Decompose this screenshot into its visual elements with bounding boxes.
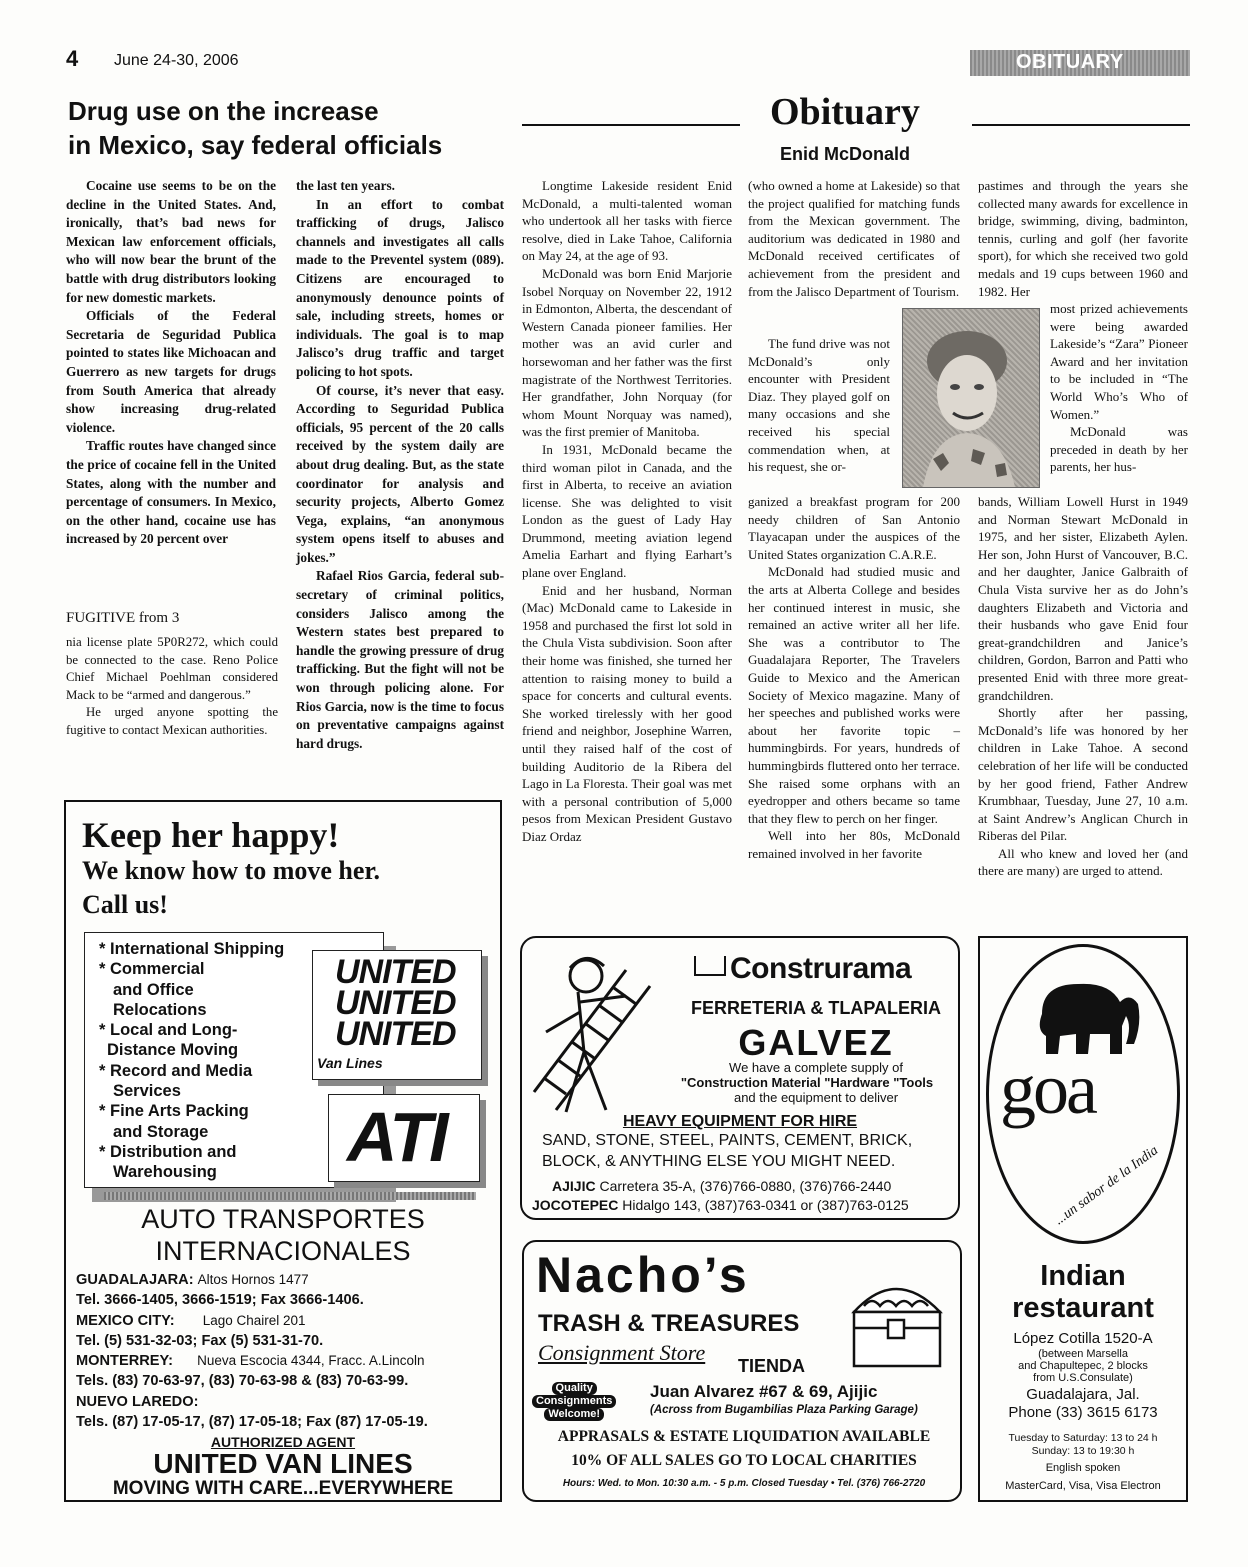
worker-ladder-illustration <box>526 942 676 1120</box>
nachos-name: Nacho’s <box>536 1247 750 1303</box>
united-logo-word: UNITED <box>335 1015 456 1053</box>
ad-subheadline: We know how to move her. <box>82 856 381 885</box>
goa-between-line: from U.S.Consulate) <box>1033 1372 1133 1384</box>
united-van-lines-name: UNITED VAN LINES <box>153 1448 413 1479</box>
drug-headline-line2: in Mexico, say federal officials <box>68 130 443 160</box>
obituary-paragraph: ganized a breakfast program for 200 needy children of San Antonio Tlayacapan under the auspices of the United States organization C.A.R.E. <box>748 494 960 562</box>
obituary-paragraph: Longtime Lakeside resident Enid McDonald, a multi-talented woman who undertook all her tasks with fierce resolve, died in Lake Tahoe, California on May 24, at the age of 93. <box>522 178 732 264</box>
location-info[interactable]: Hidalgo 143, (387)763-0341 or (387)763-0125 <box>622 1197 909 1213</box>
goa-between-line: and Chapultepec, 2 blocks <box>1018 1360 1148 1372</box>
service-item: and Storage <box>113 1122 209 1141</box>
construrama-brand: Construrama <box>730 952 912 985</box>
service-item: Relocations <box>113 1000 207 1019</box>
page-number: 4 <box>66 46 79 71</box>
location-city: AJIJIC <box>552 1178 596 1194</box>
contact-city: GUADALAJARA: <box>76 1272 194 1288</box>
contact-mexico-city <box>76 1311 496 1331</box>
nachos-across: (Across from Bugambilias Plaza Parking Garage) <box>650 1404 918 1416</box>
obituary-column-2-bottom <box>748 493 960 862</box>
contact-monterrey <box>76 1351 496 1371</box>
goa-cards: MasterCard, Visa, Visa Electron <box>1005 1480 1161 1492</box>
drug-headline <box>68 94 442 162</box>
obituary-paragraph: Well into her 80s, McDonald remained involved in her favorite <box>748 828 960 861</box>
obituary-paragraph: All who knew and loved her (and there are many) are urged to attend. <box>978 845 1188 879</box>
contact-block <box>76 1270 496 1432</box>
drug-paragraph: Rafael Rios Garcia, federal sub-secretary of criminal politics, considers Jalisco among the Western states best prepared to handle the growing pressure of drug trafficking. But the fight will not be won through policing alone. For Rios Garcia, now is the time to focus on preventative campaigns against hard drugs. <box>296 568 504 751</box>
united-tagline: MOVING WITH CARE...EVERYWHERE <box>112 1478 454 1499</box>
goa-type2: restaurant <box>1012 1292 1154 1324</box>
store-type: FERRETERIA & TLAPALERIA <box>691 998 941 1018</box>
contact-city: MONTERREY: <box>76 1353 174 1370</box>
contact-nuevo-laredo <box>76 1392 496 1412</box>
supply-line2: "Construction Material "Hardware "Tools <box>680 1075 934 1090</box>
obituary-paragraph: Shortly after her passing, McDonald’s life was honored by her children in Lake Tahoe. A second celebration of her life will be conducted by her good friend, Father Andrew Krumbhaar, Tuesday, June 27, 10 a.m. at Saint Andrew’s Anglican Church in Riberas del Pilar. <box>978 705 1188 844</box>
service-item: * Commercial <box>99 960 205 979</box>
divider-bar <box>104 1192 476 1200</box>
goa-hours-line: Tuesday to Saturday: 13 to 24 h <box>1008 1432 1158 1444</box>
location-city: JOCOTEPEC <box>532 1197 619 1213</box>
ad-united-van-lines[interactable] <box>64 800 502 1502</box>
portrait-illustration <box>903 309 1039 487</box>
united-logo <box>335 953 456 1053</box>
goa-city: Guadalajara, Jal. <box>1026 1386 1140 1403</box>
goa-type1: Indian <box>1040 1260 1126 1292</box>
obituary-paragraph: In 1931, McDonald became the third woman pilot in Canada, and the first in Alberta, to receive an aviation license. She was delighted to visit London as the guest of Lady Hay Drummond, meeting aviation legend Amelia Earhart and flying Earhart’s plane over England. <box>522 441 732 581</box>
section-banner <box>970 50 1190 76</box>
badge-line: Consignments <box>532 1395 616 1408</box>
nachos-apprasals: APPRASALS & ESTATE LIQUIDATION AVAILABLE <box>557 1428 931 1445</box>
goa-logo: goa <box>1000 1049 1095 1129</box>
heavy-equipment: HEAVY EQUIPMENT FOR HIRE <box>622 1113 858 1130</box>
contact-address: Nueva Escocia 4344, Fracc. A.Lincoln <box>197 1353 425 1369</box>
ati-logo: ATI <box>347 1098 446 1176</box>
service-item: and Office <box>113 980 194 999</box>
obituary-paragraph: McDonald was born Enid Marjorie Isobel Norquay on November 22, 1912 in Edmonton, Alberta, the descendant of Western Canada pioneer families. Her mother was an avid curler and horsewoman and her father was the first magistrate of the Northwest Territories. Her grandfather, John Norquay (for whom Mount Norquay was named), was the first premier of Manitoba. <box>522 265 732 440</box>
location-ajijic <box>552 1178 891 1194</box>
obituary-column-3-top <box>978 177 1188 300</box>
obituary-column-3-wrap <box>1050 300 1188 476</box>
goa-phone[interactable]: Phone (33) 3615 6173 <box>1008 1404 1158 1421</box>
drug-paragraph: In an effort to combat trafficking of drugs, Jalisco channels and investigates all calls made to the Preventel system (089). Citizens are encouraged to anonymously denounce points of sale, including streets, homes or individuals. The goal is to map Jalisco’s drug traffic and target policing to hot spots. <box>296 196 504 379</box>
obituary-subtitle: Enid McDonald <box>780 144 910 164</box>
supply-line1: We have a complete supply of <box>729 1060 903 1075</box>
obituary-paragraph: pastimes and through the years she collected many awards for excellence in bridge, swimming, diving, badminton, tennis, curling and golf (her favorite sport), for which she received two gold medals and 19 cups between 1960 and 1982. Her <box>978 178 1188 299</box>
united-logo-word: UNITED <box>335 953 456 991</box>
location-jocotepec <box>532 1197 909 1213</box>
service-item: * Local and Long- <box>99 1021 238 1040</box>
obituary-title: Obituary <box>770 91 920 133</box>
drug-paragraph: Cocaine use seems to be on the decline in the United States. And, ironically, that’s bad news for Mexican law enforcement officials, who will now bear the brunt of the battle with drug distributors looking for new domestic markets. <box>66 178 276 305</box>
goa-english: English spoken <box>1045 1462 1121 1474</box>
drug-paragraph: the last ten years. <box>296 178 395 193</box>
obituary-paragraph: The fund drive was not McDonald’s only encounter with President Diaz. They played golf on many occasions and she received his special commendation when, at his request, she or- <box>748 336 890 475</box>
house-icon <box>694 956 726 976</box>
materials-line1: SAND, STONE, STEEL, PAINTS, CEMENT, BRICK, <box>542 1132 913 1149</box>
drug-paragraph: Officials of the Federal Secretaria de Seguridad Publica pointed to states like Michoacan and Guerrero as new targets for drugs from South America that already show increasing drug-related violence. <box>66 308 276 435</box>
service-item: Distance Moving <box>107 1041 239 1060</box>
authorized-agent: AUTHORIZED AGENT <box>210 1434 356 1450</box>
services-list <box>99 939 284 1183</box>
obituary-paragraph: Enid and her husband, Norman (Mac) McDonald came to Lakeside in 1958 and purchased the first lot sold in the Chula Vista subdivision. Soon after their home was finished, she turned her attention to raising money to build a space for concerts and cultural events. She worked tirelessly with her good friend and neighbor, Josephine Warren, until they raised half of the cost of building Auditorio de la Ribera del Lago in La Floresta. Their goal was met with a personal contribution of 5,000 pesos from Mexican President Gustavo Diaz Ordaz <box>522 582 732 844</box>
contact-phones[interactable]: Tels. (83) 70-63-97, (83) 70-63-98 & (83) 70-63-99. <box>76 1373 409 1390</box>
united-logo-box <box>312 950 482 1080</box>
company-name-line1: AUTO TRANSPORTES <box>141 1204 425 1234</box>
ad-call-us: Call us! <box>82 890 168 919</box>
nachos-line2: Consignment Store <box>538 1340 706 1365</box>
nachos-charity: 10% OF ALL SALES GO TO LOCAL CHARITIES <box>571 1452 917 1469</box>
materials-line2: BLOCK, & ANYTHING ELSE YOU MIGHT NEED. <box>542 1153 896 1170</box>
contact-city: MEXICO CITY: <box>76 1312 175 1329</box>
ad-headline: Keep her happy! <box>82 815 340 855</box>
goa-between <box>980 1348 1186 1384</box>
drug-column-1 <box>66 177 276 549</box>
service-item: Services <box>113 1082 181 1101</box>
fugitive-paragraph: nia license plate 5P0R272, which could be connected to the case. Reno Police Chief Michael Poehlman considered Mack to be “armed and dangerous.” <box>66 635 278 702</box>
drug-headline-line1: Drug use on the increase <box>68 96 379 126</box>
nachos-address: Juan Alvarez #67 & 69, Ajijic <box>650 1382 878 1401</box>
nachos-tienda: TIENDA <box>738 1356 805 1376</box>
drug-paragraph: Of course, it’s never that easy. According to Seguridad Publica officials, 95 percent of the 20 calls received by the system daily are about drug dealing. But, as the state coordinator for analysis and security projects, Alberto Gomez Vega, explains, “an anonymous system opens itself to abuses and jokes.” <box>296 382 504 565</box>
contact-phones[interactable]: Tels. (87) 17-05-17, (87) 17-05-18; Fax (87) 17-05-19. <box>76 1414 428 1431</box>
section-label: OBITUARY <box>1016 51 1124 73</box>
supply-line3: and the equipment to deliver <box>733 1090 899 1105</box>
issue-date: June 24-30, 2006 <box>114 52 239 69</box>
goa-hours-line: Sunday: 13 to 19:30 h <box>1031 1445 1135 1457</box>
contact-address: Lago Chairel 201 <box>202 1312 306 1328</box>
company-name-line2: INTERNACIONALES <box>155 1236 411 1266</box>
consignment-badge <box>532 1382 616 1421</box>
store-name: GALVEZ <box>738 1022 894 1063</box>
obituary-rule-right <box>972 124 1190 126</box>
service-item: Warehousing <box>113 1163 217 1182</box>
contact-phones[interactable]: Tel. 3666-1405, 3666-1519; Fax 3666-1406. <box>76 1292 364 1309</box>
drug-paragraph: Traffic routes have changed since the price of cocaine fell in the United States, along with the number and percentage of consumers. In Mexico, on the other hand, cocaine use has increased by 20 percent over <box>66 438 276 547</box>
service-item: * Fine Arts Packing <box>99 1102 249 1121</box>
service-item: * Record and Media <box>99 1061 253 1080</box>
nachos-line1: TRASH & TREASURES <box>538 1310 800 1337</box>
badge-line: Welcome! <box>544 1408 604 1421</box>
ad-nachos[interactable] <box>522 1240 962 1502</box>
obituary-column-1 <box>522 177 732 846</box>
badge-line: Quality <box>552 1382 597 1395</box>
united-logo-word: UNITED <box>335 984 456 1022</box>
obituary-paragraph: bands, William Lowell Hurst in 1949 and Norman Stewart McDonald in 1975, and her sister, Elizabeth Aylen. Her son, John Hurst of Vancouver, B.C. and her daughter, Janice Galbraith of Chula Vista survive her as do John’s daughters Elizabeth and Victoria and their husbands who gave Enid four great-grandchildren and Janice’s children, Gordon, Barron and Patti who presented Enid with three more great-grandchildren. <box>978 494 1188 703</box>
ad-construrama[interactable] <box>520 936 960 1220</box>
obituary-rule-left <box>522 124 740 126</box>
goa-slogan: ...un sabor de la India <box>1052 1143 1162 1229</box>
united-logo-sub: Van Lines <box>317 1055 383 1071</box>
obituary-paragraph: McDonald had studied music and the arts at Alberta College and besides her continued interest in music, she remained an active writer all her life. She was a contributor to The Guadalajara Reporter, The Travelers Guide to Mexico and the American Society of Mexico magazine. Many of her speeches and published works were about her favorite topic – hummingbirds. For years, hundreds of hummingbirds fluttered onto her terrace. She raised some orphans with an eyedropper and others became so tame that they flew to perch on her finger. <box>748 564 960 826</box>
ad-goa[interactable] <box>978 936 1188 1502</box>
service-item: * Distribution and <box>99 1142 237 1161</box>
fugitive-paragraph: He urged anyone spotting the fugitive to contact Mexican authorities. <box>66 705 278 737</box>
obituary-column-2-wrap <box>748 335 890 476</box>
nachos-hours: Hours: Wed. to Mon. 10:30 a.m. - 5 p.m. Closed Tuesday • Tel. (376) 766-2720 <box>562 1478 926 1489</box>
service-item: * International Shipping <box>99 940 285 958</box>
contact-address: Altos Hornos 1477 <box>197 1272 309 1287</box>
obituary-column-3-bottom <box>978 493 1188 880</box>
goa-address: López Cotilla 1520-A <box>1013 1330 1153 1347</box>
fugitive-heading: FUGITIVE from 3 <box>66 610 180 626</box>
obituary-paragraph: (who owned a home at Lakeside) so that the project qualified for matching funds from the Mexican government. The auditorium was dedicated in 1980 and McDonald received certificates of achievement from the president and from the Jalisco Department of Tourism. <box>748 178 960 299</box>
contact-guadalajara <box>76 1270 496 1290</box>
enid-photo <box>902 308 1040 488</box>
obituary-paragraph: most prized achievements were being awarded Lakeside’s “Zara” Pioneer Award and her invitation to be included in “The World Who’s Who of Women.” <box>1050 301 1188 422</box>
ati-logo-box <box>328 1094 480 1182</box>
goa-between-line: (between Marsella <box>1038 1348 1128 1360</box>
fugitive-column <box>66 634 278 739</box>
location-info[interactable]: Carretera 35-A, (376)766-0880, (376)766-2440 <box>599 1178 892 1194</box>
contact-phones[interactable]: Tel. (5) 531-32-03; Fax (5) 531-31-70. <box>76 1332 324 1349</box>
obituary-column-2-top <box>748 177 960 300</box>
treasure-chest-illustration <box>844 1262 948 1372</box>
goa-hours <box>980 1432 1186 1458</box>
obituary-paragraph: McDonald was preceded in death by her parents, her hus- <box>1050 424 1188 475</box>
contact-city: NUEVO LAREDO: <box>76 1393 199 1410</box>
drug-column-2 <box>296 177 504 753</box>
construrama-logo <box>694 952 911 986</box>
